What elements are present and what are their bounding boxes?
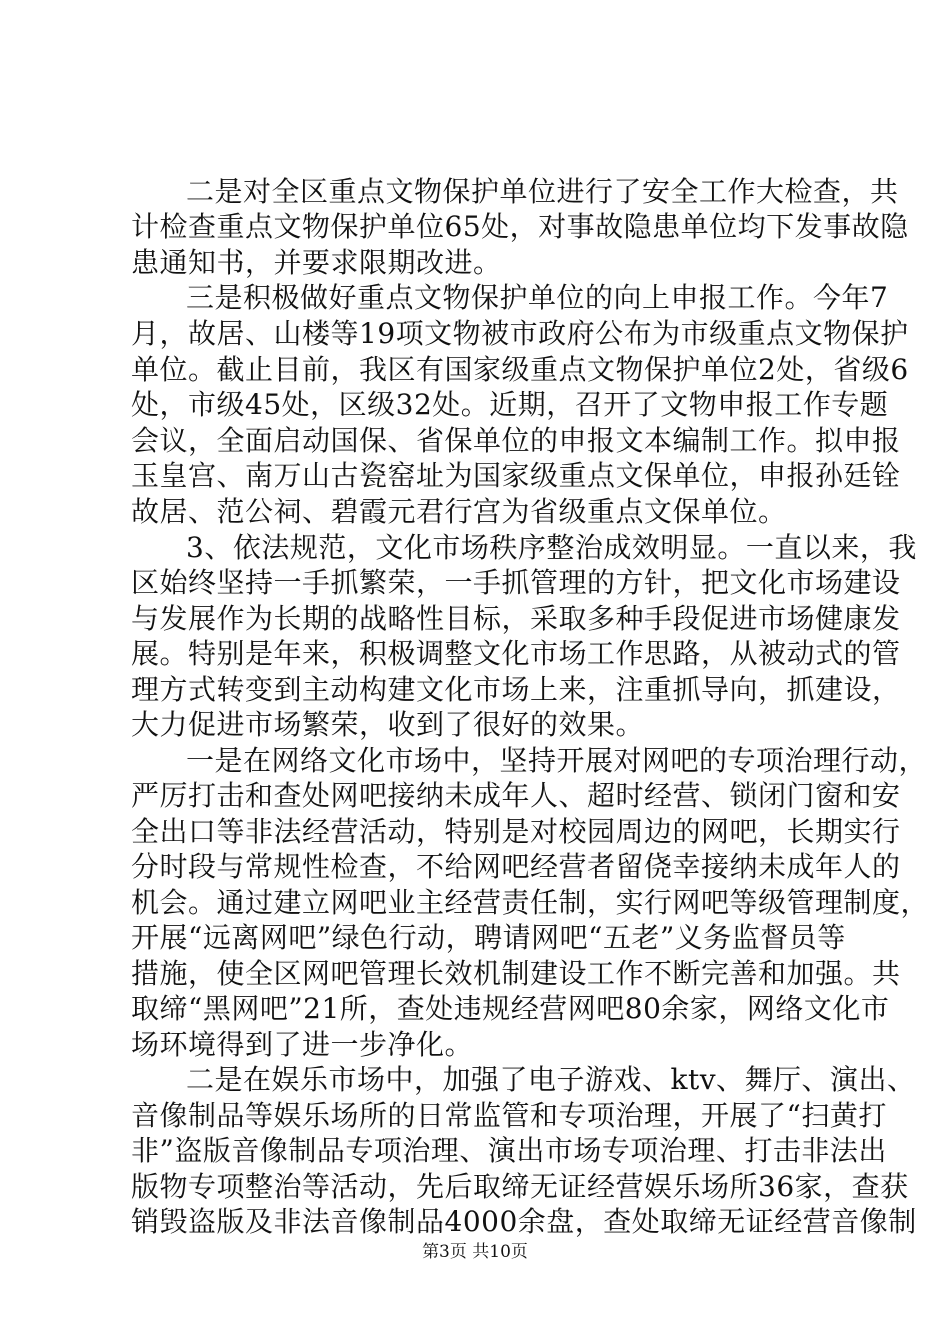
page-number-indicator: 第3页 共10页 (422, 1242, 528, 1262)
paragraph-line: 故居、范公祠、碧霞元君行宫为省级重点文保单位。 (131, 495, 787, 528)
paragraph-line: 计检查重点文物保护单位65处，对事故隐患单位均下发事故隐 (131, 210, 909, 243)
paragraph-line: 版物专项整治等活动，先后取缔无证经营娱乐场所36家，查获 (131, 1170, 909, 1203)
paragraph-line: 月，故居、山楼等19项文物被市政府公布为市级重点文物保护 (131, 317, 909, 350)
paragraph-line: 全出口等非法经营活动，特别是对校园周边的网吧，长期实行 (131, 815, 901, 848)
paragraph-line: 一是在网络文化市场中，坚持开展对网吧的专项治理行动， (186, 744, 928, 777)
paragraph-line: 开展“远离网吧”绿色行动，聘请网吧“五老”义务监督员等 (131, 921, 846, 954)
paragraph-line: 二是对全区重点文物保护单位进行了安全工作大检查，共 (186, 175, 899, 208)
paragraph-line: 3、依法规范，文化市场秩序整治成效明显。一直以来，我 (186, 531, 917, 564)
paragraph-line: 与发展作为长期的战略性目标，采取多种手段促进市场健康发 (131, 602, 901, 635)
paragraph-line: 严厉打击和查处网吧接纳未成年人、超时经营、锁闭门窗和安 (131, 779, 901, 812)
page-footer (0, 1241, 950, 1263)
paragraph-line: 理方式转变到主动构建文化市场上来，注重抓导向，抓建设， (131, 673, 901, 706)
paragraph-line: 玉皇宫、南万山古瓷窑址为国家级重点文保单位，申报孙廷铨 (131, 459, 901, 492)
paragraph-line: 场环境得到了进一步净化。 (131, 1028, 474, 1061)
paragraph-line: 非”盗版音像制品专项治理、演出市场专项治理、打击非法出 (131, 1134, 887, 1167)
paragraph-line: 三是积极做好重点文物保护单位的向上申报工作。今年7 (186, 281, 889, 314)
paragraph-line: 单位。截止目前，我区有国家级重点文物保护单位2处，省级6 (131, 353, 909, 386)
paragraph-line: 患通知书，并要求限期改进。 (131, 246, 502, 279)
paragraph-line: 大力促进市场繁荣，收到了很好的效果。 (131, 708, 645, 741)
paragraph-line: 展。特别是年来，积极调整文化市场工作思路，从被动式的管 (131, 637, 901, 670)
paragraph-line: 音像制品等娱乐场所的日常监管和专项治理，开展了“扫黄打 (131, 1099, 887, 1132)
paragraph-line: 处，市级45处，区级32处。近期，召开了文物申报工作专题 (131, 388, 889, 421)
paragraph-line: 取缔“黑网吧”21所，查处违规经营网吧80余家，网络文化市 (131, 992, 890, 1025)
paragraph-line: 销毁盗版及非法音像制品4000余盘，查处取缔无证经营音像制 (131, 1205, 917, 1238)
paragraph-line: 会议，全面启动国保、省保单位的申报文本编制工作。拟申报 (131, 424, 901, 457)
paragraph-line: 机会。通过建立网吧业主经营责任制，实行网吧等级管理制度， (131, 886, 930, 919)
paragraph-line: 二是在娱乐市场中，加强了电子游戏、ktv、舞厅、演出、 (186, 1063, 916, 1096)
paragraph-line: 措施，使全区网吧管理长效机制建设工作不断完善和加强。共 (131, 957, 901, 990)
paragraph-line: 区始终坚持一手抓繁荣，一手抓管理的方针，把文化市场建设 (131, 566, 901, 599)
paragraph-line: 分时段与常规性检查，不给网吧经营者留侥幸接纳未成年人的 (131, 850, 901, 883)
